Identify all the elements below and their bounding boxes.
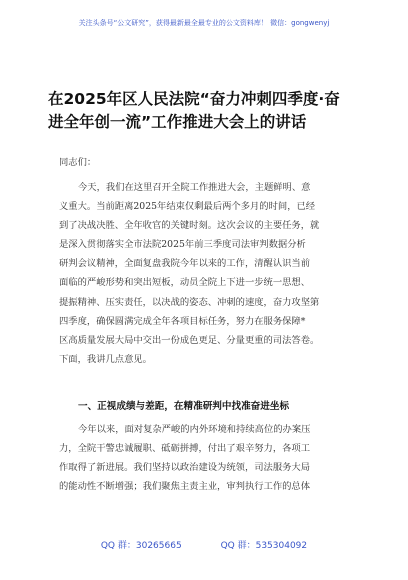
document-title	[48, 88, 360, 134]
paragraph-line: 研判会议精神，全面复盘我院今年以来的工作，清醒认识当前	[59, 258, 311, 270]
qq-group-1: QQ 群：30265665	[100, 541, 182, 551]
paragraph-line: 是深入贯彻落实全市法院2025年前三季度司法审判数据分析	[59, 239, 306, 251]
paragraph-line: 区高质量发展大局中交出一份成色更足、分量更重的司法答卷。	[59, 334, 320, 346]
qq-group-2: QQ 群：535304092	[220, 541, 308, 551]
paragraph-1	[59, 178, 351, 369]
paragraph-line: 义重大。当前距离2025年结束仅剩最后两个多月的时间，已经	[59, 201, 316, 213]
footer-contact	[0, 538, 408, 551]
paragraph-line: 的能动性不断增强；我们聚焦主责主业，审判执行工作的总体	[59, 481, 311, 493]
section-heading: 一、正视成绩与差距，在精准研判中找准奋进坐标	[78, 401, 290, 412]
paragraph-line: 四季度，确保圆满完成全年各项目标任务，努力在服务保障*	[59, 315, 306, 327]
paragraph-line: 力，全院干警忠诚履职、砥砺拼搏，付出了艰辛努力，各项工	[59, 443, 311, 455]
promo-header: 关注头条号“公文研究”，获得最新最全最专业的公文资料库！ 微信：gongwenyj	[78, 19, 330, 27]
title-line-2: 进全年创一流”工作推进大会上的讲话	[48, 113, 307, 131]
paragraph-line: 作取得了新进展。我们坚持以政治建设为统领，司法服务大局	[59, 462, 311, 474]
greeting: 同志们：	[59, 157, 97, 168]
paragraph-line: 提振精神、压实责任，以决战的姿态、冲刺的速度，奋力攻坚第	[59, 296, 320, 308]
paragraph-2	[59, 420, 351, 496]
paragraph-line: 今年以来，面对复杂严峻的内外环境和持续高位的办案压	[78, 424, 311, 435]
paragraph-line: 面临的严峻形势和突出短板，动员全院上下进一步统一思想、	[59, 277, 311, 289]
paragraph-line: 到了决战决胜、全年收官的关键时刻。这次会议的主要任务，就	[59, 220, 320, 232]
title-line-1: 在2025年区人民法院“奋力冲刺四季度·奋	[48, 90, 340, 108]
paragraph-line: 今天，我们在这里召开全院工作推进大会，主题鲜明、意	[78, 182, 311, 193]
paragraph-line: 下面，我讲几点意见。	[59, 353, 152, 365]
